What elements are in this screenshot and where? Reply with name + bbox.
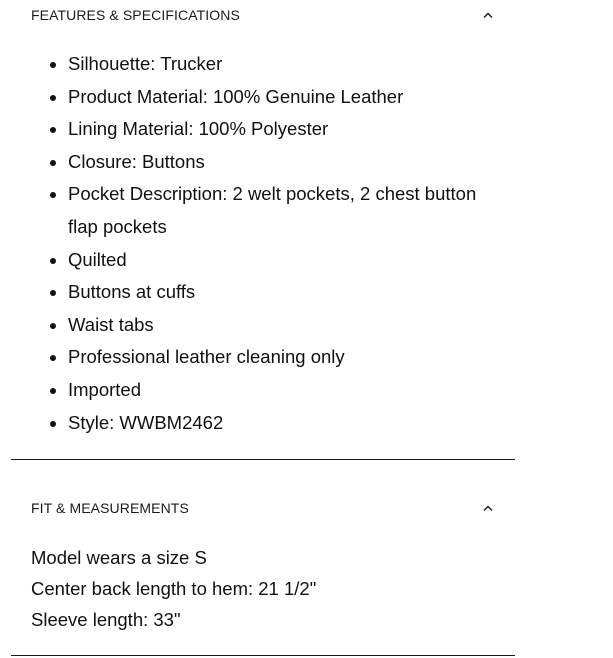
list-item: • Professional leather cleaning only <box>68 341 501 374</box>
fit-line: Sleeve length: 33" <box>31 609 181 630</box>
list-item: • Silhouette: Trucker <box>68 48 501 81</box>
list-item: • Product Material: 100% Genuine Leather <box>68 81 501 114</box>
fit-line: Model wears a size S <box>31 547 207 568</box>
list-item: • Imported <box>68 374 501 407</box>
fit-details <box>31 542 316 635</box>
fit-section <box>11 460 515 658</box>
chevron-up-icon[interactable] <box>481 8 495 22</box>
list-item: • Waist tabs <box>68 309 501 342</box>
fit-accordion-header[interactable] <box>31 497 495 519</box>
features-section <box>11 0 515 460</box>
features-accordion-header[interactable] <box>31 4 495 26</box>
fit-line: Center back length to hem: 21 1/2" <box>31 578 317 599</box>
list-item: • Lining Material: 100% Polyester <box>68 113 501 146</box>
list-item: • Pocket Description: 2 welt pockets, 2 chest button flap pockets <box>68 178 501 243</box>
list-item: • Quilted <box>68 244 501 277</box>
list-item: • Style: WWBM2462 <box>68 407 501 440</box>
fit-title: FIT & MEASUREMENTS <box>31 500 189 516</box>
section-divider <box>11 655 515 656</box>
features-list <box>31 48 501 439</box>
chevron-up-icon[interactable] <box>481 501 495 515</box>
features-title: FEATURES & SPECIFICATIONS <box>31 7 240 23</box>
list-item: • Buttons at cuffs <box>68 276 501 309</box>
list-item: • Closure: Buttons <box>68 146 501 179</box>
